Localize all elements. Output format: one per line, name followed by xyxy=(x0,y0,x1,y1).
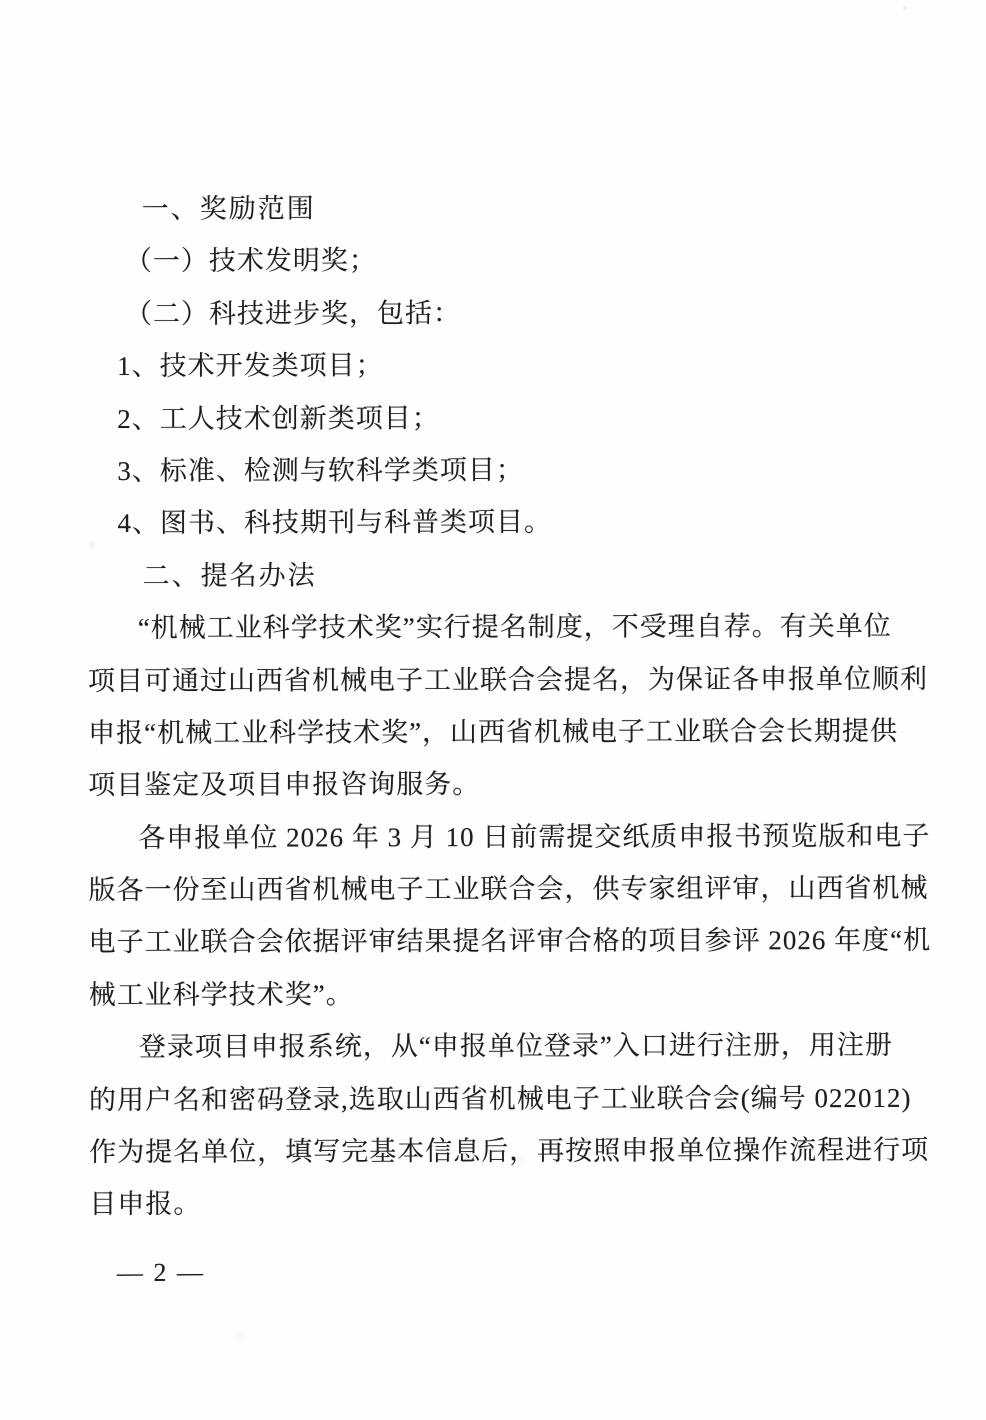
section-1-heading xyxy=(87,181,867,235)
project-type-1-line: 1、技术开发类项目； xyxy=(117,350,384,382)
section-2-heading xyxy=(88,548,868,602)
project-type-3 xyxy=(87,443,867,497)
project-type-4 xyxy=(87,495,867,549)
nomination-paragraph-line: 申报“机械工业科学技术奖”，山西省机械电子工业联合会长期提供 xyxy=(88,715,899,748)
award-category-2-line: （二）科技进步奖，包括： xyxy=(124,297,462,329)
nomination-paragraph-line: “机械工业科学技术奖”实行提名制度，不受理自荐。有关单位 xyxy=(137,611,892,644)
project-type-4-line: 4、图书、科技期刊与科普类项目。 xyxy=(117,507,553,539)
submission-paragraph-line: 各申报单位 2026 年 3 月 10 日前需提交纸质申报书预览版和电子 xyxy=(138,820,931,853)
section-2-heading-line: 二、提名办法 xyxy=(142,560,317,591)
submission-paragraph-line: 电子工业联合会依据评审结果提名评审合格的项目参评 2026 年度“机 xyxy=(88,925,932,958)
project-type-3-line: 3、标准、检测与软科学类项目； xyxy=(117,454,524,486)
page-number: — 2 — xyxy=(116,1257,206,1288)
registration-paragraph-line: 登录项目申报系统，从“申报单位登录”入口进行注册，用注册 xyxy=(138,1030,893,1063)
document-body xyxy=(87,181,932,1231)
submission-paragraph-line: 版各一份至山西省机械电子工业联合会，供专家组评审，山西省机械 xyxy=(88,872,929,906)
registration-paragraph-line: 目申报。 xyxy=(89,1189,202,1220)
project-type-1 xyxy=(87,338,867,392)
registration-paragraph xyxy=(88,1019,930,1231)
project-type-2 xyxy=(87,391,867,445)
submission-paragraph xyxy=(88,810,932,1022)
nomination-paragraph-line: 项目可通过山西省机械电子工业联合会提名，为保证各申报单位顺利 xyxy=(87,663,928,696)
award-category-1-line: （一）技术发明奖； xyxy=(124,245,377,277)
registration-paragraph-line: 的用户名和密码登录,选取山西省机械电子工业联合会(编号 022012) xyxy=(88,1082,912,1115)
project-type-2-line: 2、工人技术创新类项目； xyxy=(117,402,440,434)
registration-paragraph-line: 作为提名单位，填写完基本信息后，再按照申报单位操作流程进行项 xyxy=(89,1134,930,1168)
nomination-paragraph-line: 项目鉴定及项目申报咨询服务。 xyxy=(88,769,481,801)
submission-paragraph-line: 械工业科学技术奖”。 xyxy=(88,979,354,1010)
nomination-paragraph xyxy=(87,600,928,812)
award-category-2 xyxy=(87,286,867,340)
section-1-heading-line: 一、奖励范围 xyxy=(141,193,316,224)
award-category-1 xyxy=(87,233,867,287)
